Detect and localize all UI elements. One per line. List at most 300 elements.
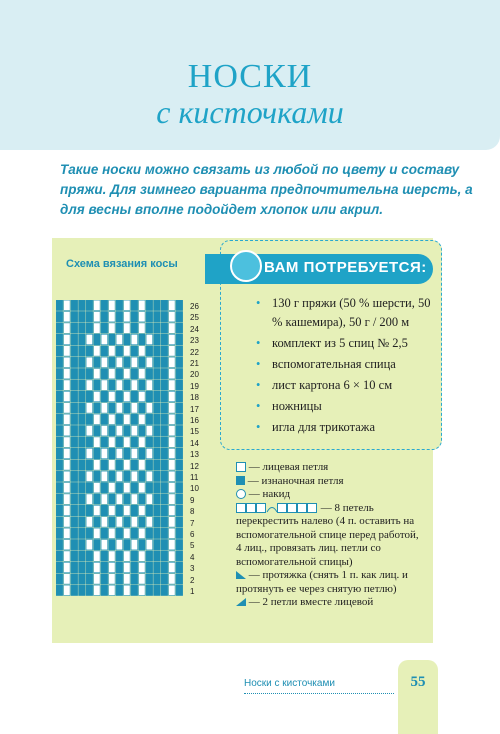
chart-cell	[116, 312, 123, 322]
chart-cell	[101, 437, 108, 447]
chart-cell	[94, 448, 101, 458]
chart-cell	[79, 494, 86, 504]
chart-cell	[139, 380, 146, 390]
chart-cell	[79, 528, 86, 538]
chart-cell	[154, 562, 161, 572]
chart-cell	[131, 574, 138, 584]
chart-cell	[109, 426, 116, 436]
chart-cell	[71, 391, 78, 401]
chart-cell	[131, 334, 138, 344]
chart-legend	[236, 461, 426, 610]
chart-cell	[124, 391, 131, 401]
chart-cell	[146, 517, 153, 527]
chart-cell	[139, 540, 146, 550]
chart-cell	[139, 448, 146, 458]
chart-cell	[79, 551, 86, 561]
chart-cell	[131, 323, 138, 333]
row-number: 5	[190, 541, 195, 551]
chart-cell	[71, 380, 78, 390]
chart-cell	[116, 346, 123, 356]
chart-cell	[71, 494, 78, 504]
chart-cell	[116, 300, 123, 310]
chart-cell	[86, 540, 93, 550]
chart-cell	[101, 574, 108, 584]
chart-cell	[71, 369, 78, 379]
chart-cell	[109, 494, 116, 504]
chart-cell	[176, 357, 183, 367]
bullet-icon: •	[256, 378, 261, 392]
chart-cell	[169, 300, 176, 310]
chart-cell	[131, 426, 138, 436]
chart-cell	[86, 391, 93, 401]
materials-item: • лист картона 6 × 10 см	[250, 376, 435, 395]
chart-cell	[101, 323, 108, 333]
chart-cell	[161, 414, 168, 424]
chart-cell	[176, 334, 183, 344]
open-square-icon	[236, 462, 246, 472]
chart-cell	[64, 403, 71, 413]
legend-item: — 8 петель перекрестить налево (4 п. оставить на вспомогательной спице перед работой, 4 лиц., провязать лиц. петли со вспомогательной спицы)	[236, 501, 419, 568]
chart-cell	[94, 483, 101, 493]
chart-cell	[146, 528, 153, 538]
chart-cell	[56, 369, 63, 379]
chart-cell	[176, 312, 183, 322]
row-number: 26	[190, 302, 199, 311]
chart-cell	[71, 357, 78, 367]
chart-cell	[154, 369, 161, 379]
chart-cell	[161, 528, 168, 538]
chart-cell	[71, 551, 78, 561]
chart-cell	[124, 494, 131, 504]
chart-cell	[161, 551, 168, 561]
chart-cell	[86, 380, 93, 390]
chart-cell	[169, 369, 176, 379]
chart-cell	[139, 437, 146, 447]
chart-cell	[146, 323, 153, 333]
chart-cell	[109, 528, 116, 538]
chart-cell	[176, 562, 183, 572]
chart-cell	[79, 483, 86, 493]
chart-cell	[56, 426, 63, 436]
bullet-icon: •	[256, 357, 261, 371]
chart-cell	[94, 346, 101, 356]
chart-cell	[64, 414, 71, 424]
chart-cell	[56, 483, 63, 493]
chart-cell	[101, 483, 108, 493]
chart-cell	[161, 505, 168, 515]
chart-cell	[71, 437, 78, 447]
chart-cell	[124, 346, 131, 356]
materials-item: • игла для трикотажа	[250, 418, 435, 437]
chart-cell	[94, 562, 101, 572]
chart-cell	[79, 369, 86, 379]
chart-cell	[79, 471, 86, 481]
chart-cell	[56, 346, 63, 356]
page-number: 55	[410, 674, 426, 690]
chart-cell	[109, 414, 116, 424]
chart-cell	[139, 300, 146, 310]
chart-cell	[101, 334, 108, 344]
chart-cell	[154, 380, 161, 390]
chart-cell	[176, 471, 183, 481]
chart-cell	[94, 357, 101, 367]
chart-cell	[79, 312, 86, 322]
bullet-icon: •	[256, 399, 261, 413]
chart-cell	[56, 357, 63, 367]
intro-text: Такие носки можно связать из любой по цвету и составу пряжи. Для зимнего варианта предпочтительна шерсть, а для весны вполне подойдет хлопок или акрил.	[60, 162, 473, 217]
chart-cell	[124, 437, 131, 447]
chart-cell	[64, 357, 71, 367]
chart-cell	[124, 471, 131, 481]
chart-cell	[146, 391, 153, 401]
chart-cell	[169, 483, 176, 493]
chart-cell	[169, 585, 176, 595]
chart-cell	[176, 391, 183, 401]
chart-cell	[116, 540, 123, 550]
chart-cell	[161, 334, 168, 344]
chart-cell	[161, 380, 168, 390]
chart-cell	[176, 369, 183, 379]
chart-cell	[146, 300, 153, 310]
chart-cell	[169, 380, 176, 390]
chart-cell	[86, 517, 93, 527]
chart-cell	[176, 505, 183, 515]
chart-cell	[94, 540, 101, 550]
chart-cell	[79, 414, 86, 424]
row-number: 8	[190, 507, 195, 517]
chart-cell	[124, 528, 131, 538]
chart-cell	[109, 403, 116, 413]
chart-cell	[101, 585, 108, 595]
chart-cell	[101, 517, 108, 527]
chart-cell	[71, 562, 78, 572]
chart-cell	[101, 312, 108, 322]
chart-cell	[154, 505, 161, 515]
chart-cell	[161, 494, 168, 504]
chart-cell	[56, 414, 63, 424]
chart-cell	[161, 460, 168, 470]
chart-cell	[86, 528, 93, 538]
chart-cell	[94, 334, 101, 344]
chart-cell	[86, 448, 93, 458]
chart-cell	[101, 369, 108, 379]
chart-cell	[71, 403, 78, 413]
chart-cell	[124, 460, 131, 470]
chart-cell	[56, 471, 63, 481]
chart-cell	[176, 574, 183, 584]
chart-cell	[109, 574, 116, 584]
chart-cell	[176, 323, 183, 333]
chart-cell	[71, 334, 78, 344]
chart-cell	[64, 323, 71, 333]
chart-cell	[131, 403, 138, 413]
chart-cell	[124, 334, 131, 344]
chart-cell	[139, 460, 146, 470]
chart-cell	[56, 312, 63, 322]
chart-cell	[94, 494, 101, 504]
chart-cell	[94, 391, 101, 401]
chart-cell	[169, 312, 176, 322]
chart-cell	[169, 551, 176, 561]
chart-cell	[146, 505, 153, 515]
chart-cell	[94, 323, 101, 333]
row-number: 2	[190, 575, 195, 585]
chart-cell	[116, 528, 123, 538]
chart-cell	[131, 528, 138, 538]
chart-cell	[101, 403, 108, 413]
chart-cell	[56, 505, 63, 515]
row-number: 15	[190, 427, 199, 437]
chart-cell	[139, 369, 146, 379]
chart-cell	[94, 574, 101, 584]
chart-cell	[116, 369, 123, 379]
chart-cell	[176, 448, 183, 458]
chart-cell	[101, 300, 108, 310]
chart-cell	[56, 494, 63, 504]
chart-cell	[71, 346, 78, 356]
row-number: 23	[190, 336, 199, 346]
chart-cell	[146, 346, 153, 356]
chart-cell	[154, 334, 161, 344]
chart-cell	[71, 574, 78, 584]
row-number: 20	[190, 370, 199, 380]
chart-cell	[86, 437, 93, 447]
legend-item: — лицевая петля	[236, 461, 426, 475]
chart-cell	[131, 437, 138, 447]
materials-item: • комплект из 5 спиц № 2,5	[250, 334, 435, 353]
chart-cell	[79, 437, 86, 447]
chart-cell	[131, 414, 138, 424]
chart-cell	[64, 585, 71, 595]
chart-cell	[101, 380, 108, 390]
row-number: 18	[190, 393, 199, 403]
chart-cell	[116, 448, 123, 458]
chart-cell	[154, 312, 161, 322]
k2tog-triangle-icon	[236, 597, 246, 607]
chart-cell	[64, 494, 71, 504]
chart-cell	[154, 403, 161, 413]
chart-cell	[154, 357, 161, 367]
chart-cell	[109, 312, 116, 322]
chart-cell	[64, 334, 71, 344]
chart-cell	[116, 585, 123, 595]
chart-cell	[169, 505, 176, 515]
chart-cell	[131, 357, 138, 367]
chart-cell	[176, 483, 183, 493]
chart-cell	[116, 505, 123, 515]
chart-cell	[79, 323, 86, 333]
chart-cell	[94, 300, 101, 310]
page-number-tab	[398, 660, 438, 734]
chart-cell	[146, 460, 153, 470]
chart-cell	[146, 585, 153, 595]
chart-cell	[124, 312, 131, 322]
chart-cell	[124, 483, 131, 493]
chart-cell	[79, 448, 86, 458]
row-number: 14	[190, 438, 199, 448]
chart-cell	[64, 574, 71, 584]
chart-cell	[131, 448, 138, 458]
chart-cell	[154, 517, 161, 527]
chart-cell	[71, 505, 78, 515]
chart-cell	[86, 574, 93, 584]
chart-cell	[64, 437, 71, 447]
chart-cell	[101, 426, 108, 436]
chart-cell	[64, 517, 71, 527]
chart-cell	[161, 323, 168, 333]
cable-icon	[236, 503, 318, 513]
chart-cell	[86, 426, 93, 436]
chart-cell	[64, 369, 71, 379]
chart-cell	[64, 346, 71, 356]
chart-cell	[139, 551, 146, 561]
chart-cell	[176, 414, 183, 424]
chart-cell	[56, 391, 63, 401]
chart-cell	[86, 323, 93, 333]
chart-cell	[109, 357, 116, 367]
filled-square-icon	[236, 476, 245, 485]
chart-cell	[56, 323, 63, 333]
chart-cell	[94, 380, 101, 390]
chart-cell	[176, 585, 183, 595]
materials-item: • ножницы	[250, 397, 435, 416]
chart-cell	[86, 505, 93, 515]
chart-cell	[109, 517, 116, 527]
chart-cell	[94, 585, 101, 595]
chart-cell	[79, 334, 86, 344]
legend-item: — накид	[236, 488, 426, 502]
chart-cell	[116, 391, 123, 401]
chart-cell	[109, 460, 116, 470]
chart-cell	[131, 369, 138, 379]
legend-item: — изнаночная петля	[236, 475, 426, 489]
chart-cell	[169, 448, 176, 458]
chart-cell	[79, 460, 86, 470]
chart-cell	[139, 505, 146, 515]
row-number: 25	[190, 313, 199, 323]
chart-cell	[116, 562, 123, 572]
chart-cell	[71, 426, 78, 436]
chart-cell	[56, 540, 63, 550]
chart-cell	[169, 574, 176, 584]
chart-cell	[146, 471, 153, 481]
chart-cell	[131, 300, 138, 310]
chart-cell	[146, 437, 153, 447]
chart-cell	[154, 471, 161, 481]
chart-cell	[94, 517, 101, 527]
chart-cell	[131, 471, 138, 481]
chart-cell	[71, 528, 78, 538]
chart-cell	[109, 369, 116, 379]
chart-cell	[139, 494, 146, 504]
chart-cell	[124, 517, 131, 527]
chart-cell	[131, 505, 138, 515]
chart-cell	[86, 403, 93, 413]
chart-cell	[116, 403, 123, 413]
chart-cell	[176, 380, 183, 390]
materials-list	[250, 294, 435, 439]
chart-cell	[79, 562, 86, 572]
chart-cell	[176, 300, 183, 310]
chart-cell	[116, 494, 123, 504]
chart-cell	[154, 426, 161, 436]
chart-cell	[131, 380, 138, 390]
chart-cell	[109, 334, 116, 344]
chart-cell	[79, 391, 86, 401]
slip-triangle-icon	[236, 570, 246, 580]
row-number: 19	[190, 381, 199, 391]
chart-cell	[64, 312, 71, 322]
chart-cell	[139, 585, 146, 595]
chart-cell	[176, 426, 183, 436]
chart-cell	[176, 540, 183, 550]
chart-title: Схема вязания косы	[66, 258, 178, 270]
chart-cell	[94, 528, 101, 538]
chart-cell	[154, 540, 161, 550]
chart-cell	[146, 551, 153, 561]
chart-cell	[139, 517, 146, 527]
chart-cell	[79, 357, 86, 367]
chart-cell	[161, 483, 168, 493]
chart-cell	[176, 403, 183, 413]
chart-cell	[154, 414, 161, 424]
circle-icon	[236, 489, 246, 499]
chart-cell	[161, 357, 168, 367]
chart-cell	[169, 528, 176, 538]
chart-cell	[79, 505, 86, 515]
chart-cell	[86, 483, 93, 493]
chart-cell	[124, 380, 131, 390]
chart-cell	[169, 460, 176, 470]
chart-cell	[94, 505, 101, 515]
chart-cell	[139, 391, 146, 401]
chart-cell	[154, 574, 161, 584]
chart-cell	[71, 540, 78, 550]
chart-cell	[124, 448, 131, 458]
chart-cell	[154, 437, 161, 447]
page-subtitle: с кисточками	[156, 94, 344, 130]
chart-cell	[139, 334, 146, 344]
chart-cell	[131, 460, 138, 470]
chart-cell	[139, 426, 146, 436]
chart-cell	[71, 471, 78, 481]
row-number: 22	[190, 347, 199, 357]
chart-cell	[116, 334, 123, 344]
chart-cell	[101, 414, 108, 424]
chart-cell	[154, 323, 161, 333]
row-number: 10	[190, 484, 199, 494]
chart-cell	[176, 437, 183, 447]
chart-cell	[154, 391, 161, 401]
chart-cell	[161, 448, 168, 458]
chart-cell	[56, 300, 63, 310]
chart-cell	[101, 562, 108, 572]
chart-cell	[71, 323, 78, 333]
chart-cell	[101, 448, 108, 458]
chart-cell	[124, 323, 131, 333]
chart-cell	[161, 517, 168, 527]
chart-cell	[109, 562, 116, 572]
chart-cell	[56, 574, 63, 584]
chart-cell	[109, 448, 116, 458]
chart-cell	[116, 357, 123, 367]
chart-cell	[86, 471, 93, 481]
chart-cell	[139, 312, 146, 322]
chart-cell	[116, 460, 123, 470]
chart-cell	[56, 585, 63, 595]
chart-cell	[124, 551, 131, 561]
chart-cell	[116, 437, 123, 447]
